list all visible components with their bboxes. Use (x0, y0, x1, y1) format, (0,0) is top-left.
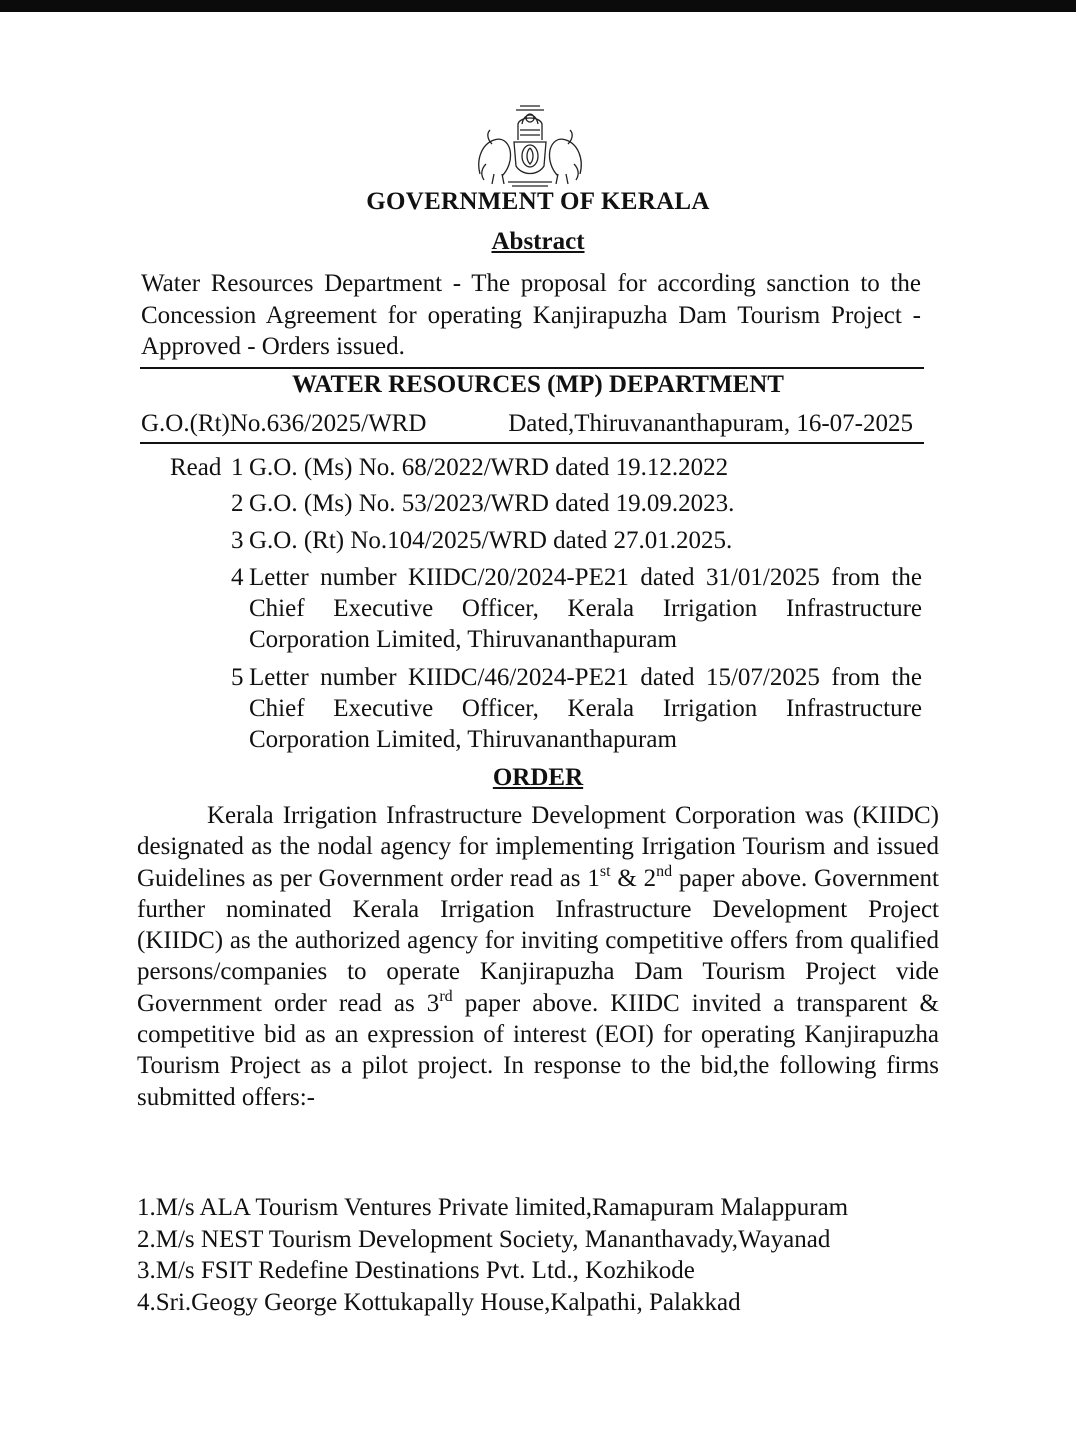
reference-number: 2 (231, 490, 244, 517)
list-item: 2.M/s NEST Tourism Development Society, Mananthavady,Wayanad (137, 1225, 831, 1253)
reference-number: 1 (231, 454, 244, 481)
reference-text: G.O. (Ms) No. 53/2023/WRD dated 19.09.2023. (249, 490, 735, 517)
reference-text: G.O. (Rt) No.104/2025/WRD dated 27.01.2025. (249, 527, 733, 554)
ordinal-suffix: st (599, 862, 611, 880)
list-item: 3.M/s FSIT Redefine Destinations Pvt. Ltd., Kozhikode (137, 1257, 695, 1284)
kerala-emblem-icon (472, 104, 588, 190)
read-label-row (170, 452, 221, 483)
order-text-4: paper above. KIIDC invited a transparent & competitive bid as an expression of interest (EOI) for operating Kanjirapuzha Tourism Project as a pilot project. In response to the bid,the following firms submitted offers:- (137, 989, 939, 1111)
ordinal-suffix: rd (439, 987, 453, 1005)
go-number: G.O.(Rt)No.636/2025/WRD (141, 410, 427, 437)
reference-number: 4 (231, 564, 244, 591)
ordinal-suffix: nd (656, 862, 673, 880)
list-item: 1.M/s ALA Tourism Ventures Private limited,Ramapuram Malappuram (137, 1194, 849, 1221)
go-date: Dated,Thiruvananthapuram, 16-07-2025 (508, 410, 913, 437)
abstract-heading: Abstract (491, 228, 585, 255)
order-text-3: paper above. Government further nominated Kerala Irrigation Infrastructure Development Project (KIIDC) as the authorized agency for inviting competitive offers from qualified persons/companies to operate Kanjirapuzha Dam Tourism Project vide Government order read as 3 (137, 864, 939, 1017)
subject-text: Water Resources Department - The proposal for according sanction to the Concession Agreement for operating Kanjirapuzha Dam Tourism Project - Approved - Orders issued. (141, 270, 921, 360)
department-title: WATER RESOURCES (MP) DEPARTMENT (292, 371, 784, 398)
top-bar (0, 0, 1076, 12)
reference-text: G.O. (Ms) No. 68/2022/WRD dated 19.12.2022 (249, 454, 729, 481)
reference-number: 3 (231, 527, 244, 554)
order-text-2: & 2 (610, 864, 657, 892)
order-text-1: Kerala Irrigation Infrastructure Development Corporation was (KIIDC) designated as the nodal agency for implementing Irrigation Tourism and issued Guidelines as per Government order read as 1 (137, 802, 939, 892)
divider-bottom (140, 442, 924, 444)
go-number-line (141, 410, 913, 438)
government-title: GOVERNMENT OF KERALA (366, 188, 710, 215)
list-item: 4.Sri.Geogy George Kottukapally House,Kalpathi, Palakkad (137, 1288, 741, 1316)
order-heading: ORDER (492, 764, 584, 791)
reference-text: Letter number KIIDC/46/2024-PE21 dated 15/07/2025 from the Chief Executive Officer, Kerala Irrigation Infrastructure Corporation Limited, Thiruvananthapuram (249, 664, 922, 753)
read-label: Read (170, 454, 222, 481)
reference-number: 5 (231, 664, 244, 691)
order-paragraph (137, 800, 939, 1113)
reference-text: Letter number KIIDC/20/2024-PE21 dated 31/01/2025 from the Chief Executive Officer, Kerala Irrigation Infrastructure Corporation Limited, Thiruvananthapuram (249, 564, 922, 653)
divider-top (140, 367, 924, 369)
firms-list (137, 1192, 848, 1318)
